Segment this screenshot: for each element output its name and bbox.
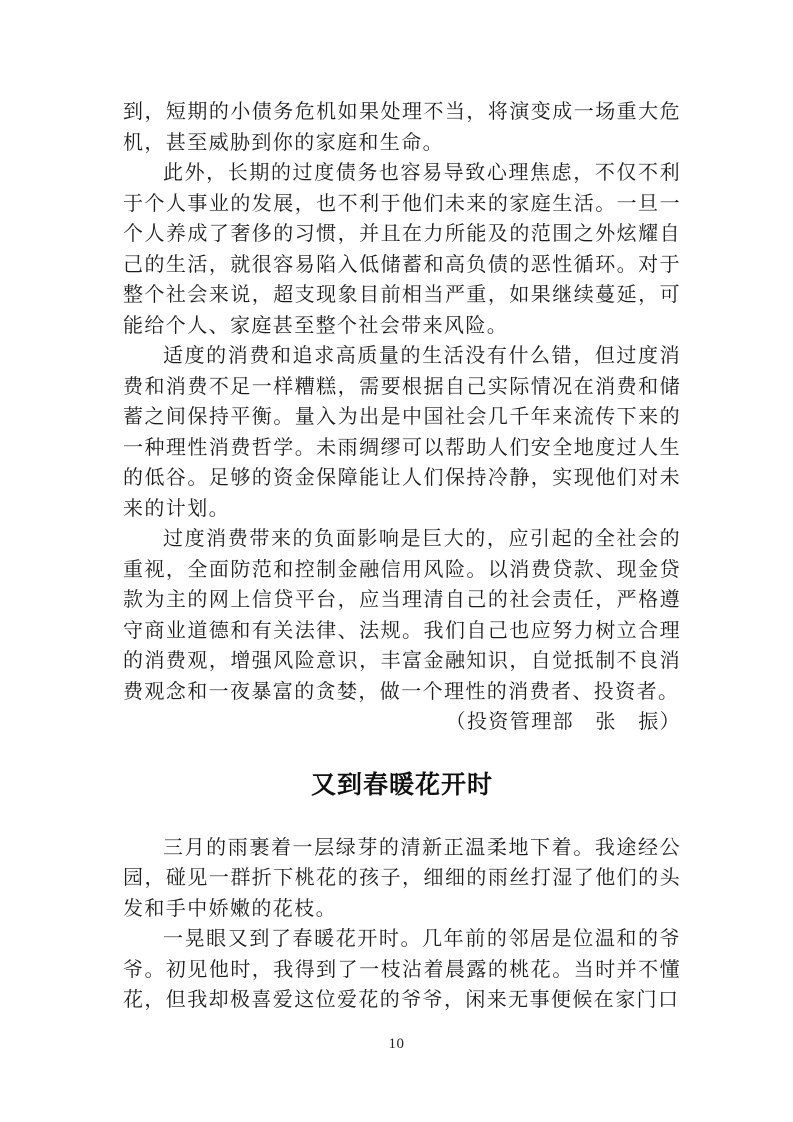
page-number: 10: [388, 1036, 405, 1052]
article1-paragraph: 适度的消费和追求高质量的生活没有什么错，但过度消费和消费不足一样糟糕，需要根据自己实际情况在消费和储蓄之间保持平衡。量入为出是中国社会几千年来流传下来的一种理性消费哲学。未雨绸缪可以帮助人们安全地度过人生的低谷。足够的资金保障能让人们保持冷静，实现他们对未来的计划。: [123, 345, 681, 520]
article1-paragraph-continuation: 到，短期的小债务危机如果处理不当，将演变成一场重大危机，甚至威胁到你的家庭和生命。: [123, 101, 681, 154]
article1-paragraph: 此外，长期的过度债务也容易导致心理焦虑，不仅不利于个人事业的发展，也不利于他们未来的家庭生活。一旦一个人养成了奢侈的习惯，并且在力所能及的范围之外炫耀自己的生活，就很容易陷入低储蓄和高负债的恶性循环。对于整个社会来说，超支现象目前相当严重，如果继续蔓延，可能给个人、家庭甚至整个社会带来风险。: [123, 162, 681, 337]
page-content: [123, 97, 681, 1016]
article1-author-signature: （投资管理部 张 振）: [445, 711, 681, 733]
article2-paragraph: 三月的雨裹着一层绿芽的清新正温柔地下着。我途经公园，碰见一群折下桃花的孩子，细细的雨丝打湿了他们的头发和手中娇嫩的花枝。: [123, 836, 681, 920]
article1-paragraph: 过度消费带来的负面影响是巨大的，应引起的全社会的重视，全面防范和控制金融信用风险。以消费贷款、现金贷款为主的网上信贷平台，应当理清自己的社会责任，严格遵守商业道德和有关法律、法规。我们自己也应努力树立合理的消费观，增强风险意识，丰富金融知识，自觉抵制不良消费观念和一夜暴富的贪婪，做一个理性的消费者、投资者。: [123, 528, 681, 703]
article2-paragraph: 一晃眼又到了春暖花开时。几年前的邻居是位温和的爷爷。初见他时，我得到了一枝沾着晨露的桃花。当时并不懂花，但我却极喜爱这位爱花的爷爷，闲来无事便候在家门口: [123, 928, 681, 1011]
article2-title: 又到春暖花开时: [310, 770, 493, 799]
